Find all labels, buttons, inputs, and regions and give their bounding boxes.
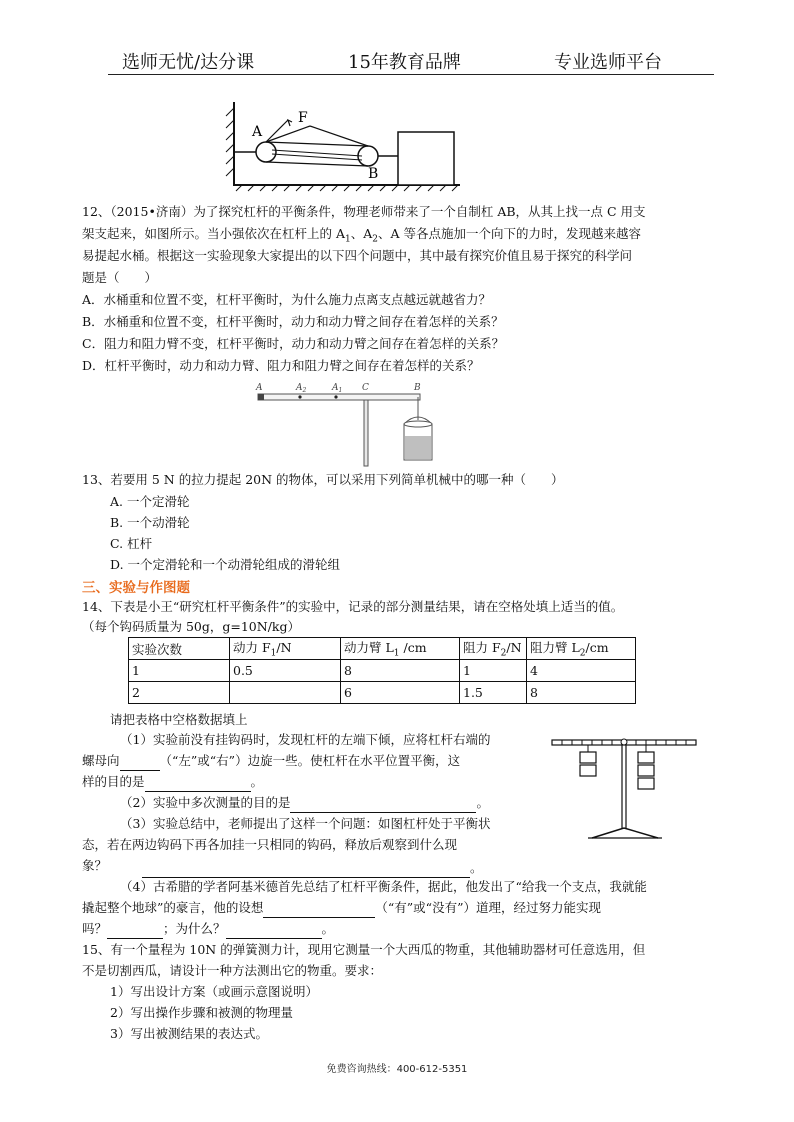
q14-p1-line3: 样的目的是 。 [82, 772, 263, 792]
q12-line2: 架支起来，如图所示。当小强依次在杠杆上的 $A_1$、$A_2$、A 等各点施加一个向下的力时，发现越来越容 [82, 226, 642, 245]
table-header-cell: 动力 $F_1/N$ [230, 638, 341, 660]
lever-label-a1: $A_1$ [332, 383, 343, 394]
q14-p4-line2: 撬起整个地球”的豪言，他的设想 （“有”或“没有”）道理，经过努力能实现 [82, 898, 601, 918]
label-a: A [252, 124, 263, 140]
table-cell: 8 [527, 682, 636, 704]
lever-label-c: C [362, 383, 369, 393]
q12-option-b: B．水桶重和位置不变，杠杆平衡时，动力和动力臂之间存在着怎样的关系？ [82, 314, 504, 329]
table-cell: 1.5 [460, 682, 527, 704]
table-header-cell: 实验次数 [129, 638, 230, 660]
q15-req1: 1）写出设计方案（或画示意图说明） [110, 984, 318, 999]
q14-p3-answer: 。 [82, 858, 483, 878]
label-f: F [298, 110, 308, 126]
q12-line4: 题是（ ） [82, 270, 158, 285]
header-left: 选师无忧/达分课 [122, 52, 255, 73]
q13-option-c: C. 杠杆 [110, 536, 153, 551]
q14-p1-line2: 螺母向 （“左”或“右”）边旋一些。使杠杆在水平位置平衡，这 [82, 751, 460, 771]
lever-label-b: B [414, 383, 421, 393]
lever-weights-figure [548, 732, 700, 840]
table-header-cell: 阻力臂 $L_2/cm$ [527, 638, 636, 660]
q14-line1: 14、下表是小王“研究杠杆平衡条件”的实验中，记录的部分测量结果，请在空格处填上适当的值。 [82, 599, 624, 614]
section-heading: 三、实验与作图题 [82, 580, 190, 596]
lever-bucket-figure [252, 380, 442, 470]
table-cell-blank[interactable] [230, 682, 341, 704]
answer-blank[interactable] [226, 924, 322, 939]
q13-stem: 13、若要用 5 N 的拉力提起 20N 的物体，可以采用下列简单机械中的哪一种（ ） [82, 472, 564, 487]
answer-blank[interactable] [290, 798, 476, 813]
answer-blank[interactable] [120, 756, 160, 771]
q14-fill-prompt: 请把表格中空格数据填上 [110, 712, 248, 727]
q15-line2: 不是切割西瓜，请设计一种方法测出它的物重。要求： [82, 963, 383, 978]
page-header [108, 48, 714, 75]
measurement-table [128, 637, 636, 704]
table-row [129, 660, 636, 682]
answer-blank[interactable] [145, 777, 251, 792]
pulley-figure [220, 100, 470, 192]
table-cell: 0.5 [230, 660, 341, 682]
footer-hotline: 免费咨询热线：400-612-5351 [326, 1064, 468, 1075]
q14-line2: （每个钩码质量为 50g，g=10N/kg） [82, 619, 300, 634]
q15-line1: 15、有一个量程为 10N 的弹簧测力计，现用它测量一个大西瓜的物重，其他辅助器材可任意选用，但 [82, 942, 646, 957]
table-cell: 1 [129, 660, 230, 682]
table-cell: 4 [527, 660, 636, 682]
table-cell: 8 [341, 660, 460, 682]
table-header-cell: 阻力 $F_2/N$ [460, 638, 527, 660]
answer-blank[interactable] [263, 903, 375, 918]
q15-req3: 3）写出被测结果的表达式。 [110, 1026, 268, 1041]
table-cell: 1 [460, 660, 527, 682]
table-header-cell: 动力臂 $L_1$ /cm [341, 638, 460, 660]
header-middle: 15年教育品牌 [348, 52, 461, 73]
q12-option-c: C．阻力和阻力臂不变，杠杆平衡时，动力和动力臂之间存在着怎样的关系？ [82, 336, 505, 351]
header-right: 专业选师平台 [554, 52, 662, 73]
table-header-row [129, 638, 636, 660]
q14-p4-line1: （4）古希腊的学者阿基米德首先总结了杠杆平衡条件，据此，他发出了“给我一个支点，我就能 [120, 879, 647, 894]
q12-option-d: D．杠杆平衡时，动力和动力臂、阻力和阻力臂之间存在着怎样的关系？ [82, 358, 480, 373]
q14-p1-line1: （1）实验前没有挂钩码时，发现杠杆的左端下倾，应将杠杆右端的 [120, 732, 491, 747]
q12-option-a: A．水桶重和位置不变，杠杆平衡时，为什么施力点离支点越远就越省力？ [82, 292, 492, 307]
lever-label-a2: $A_2$ [296, 383, 307, 394]
q12-line3: 易提起水桶。根据这一实验现象大家提出的以下四个问题中，其中最有探究价值且易于探究的科学问 [82, 248, 633, 263]
q13-option-b: B. 一个动滑轮 [110, 515, 190, 530]
table-row [129, 682, 636, 704]
q14-p3-line3: 象？ [82, 858, 108, 873]
q12-line1: 12、（2015•济南）为了探究杠杆的平衡条件，物理老师带来了一个自制杠 AB，从其上找一点 C 用支 [82, 204, 646, 219]
answer-blank[interactable] [107, 924, 163, 939]
q13-option-a: A. 一个定滑轮 [110, 494, 190, 509]
lever-label-a: A [256, 383, 263, 393]
q14-p3-line1: （3）实验总结中，老师提出了这样一个问题：如图杠杆处于平衡状 [120, 816, 491, 831]
q14-p2: （2）实验中多次测量的目的是 。 [120, 793, 489, 813]
q14-p4-line3: 吗？ ；为什么？ 。 [82, 919, 334, 939]
table-cell: 2 [129, 682, 230, 704]
label-b: B [368, 166, 379, 182]
q15-req2: 2）写出操作步骤和被测的物理量 [110, 1005, 293, 1020]
q14-p3-line2: 态，若在两边钩码下再各加挂一只相同的钩码，释放后观察到什么现 [82, 837, 458, 852]
q13-option-d: D. 一个定滑轮和一个动滑轮组成的滑轮组 [110, 557, 341, 572]
table-cell: 6 [341, 682, 460, 704]
answer-blank[interactable] [142, 863, 470, 878]
